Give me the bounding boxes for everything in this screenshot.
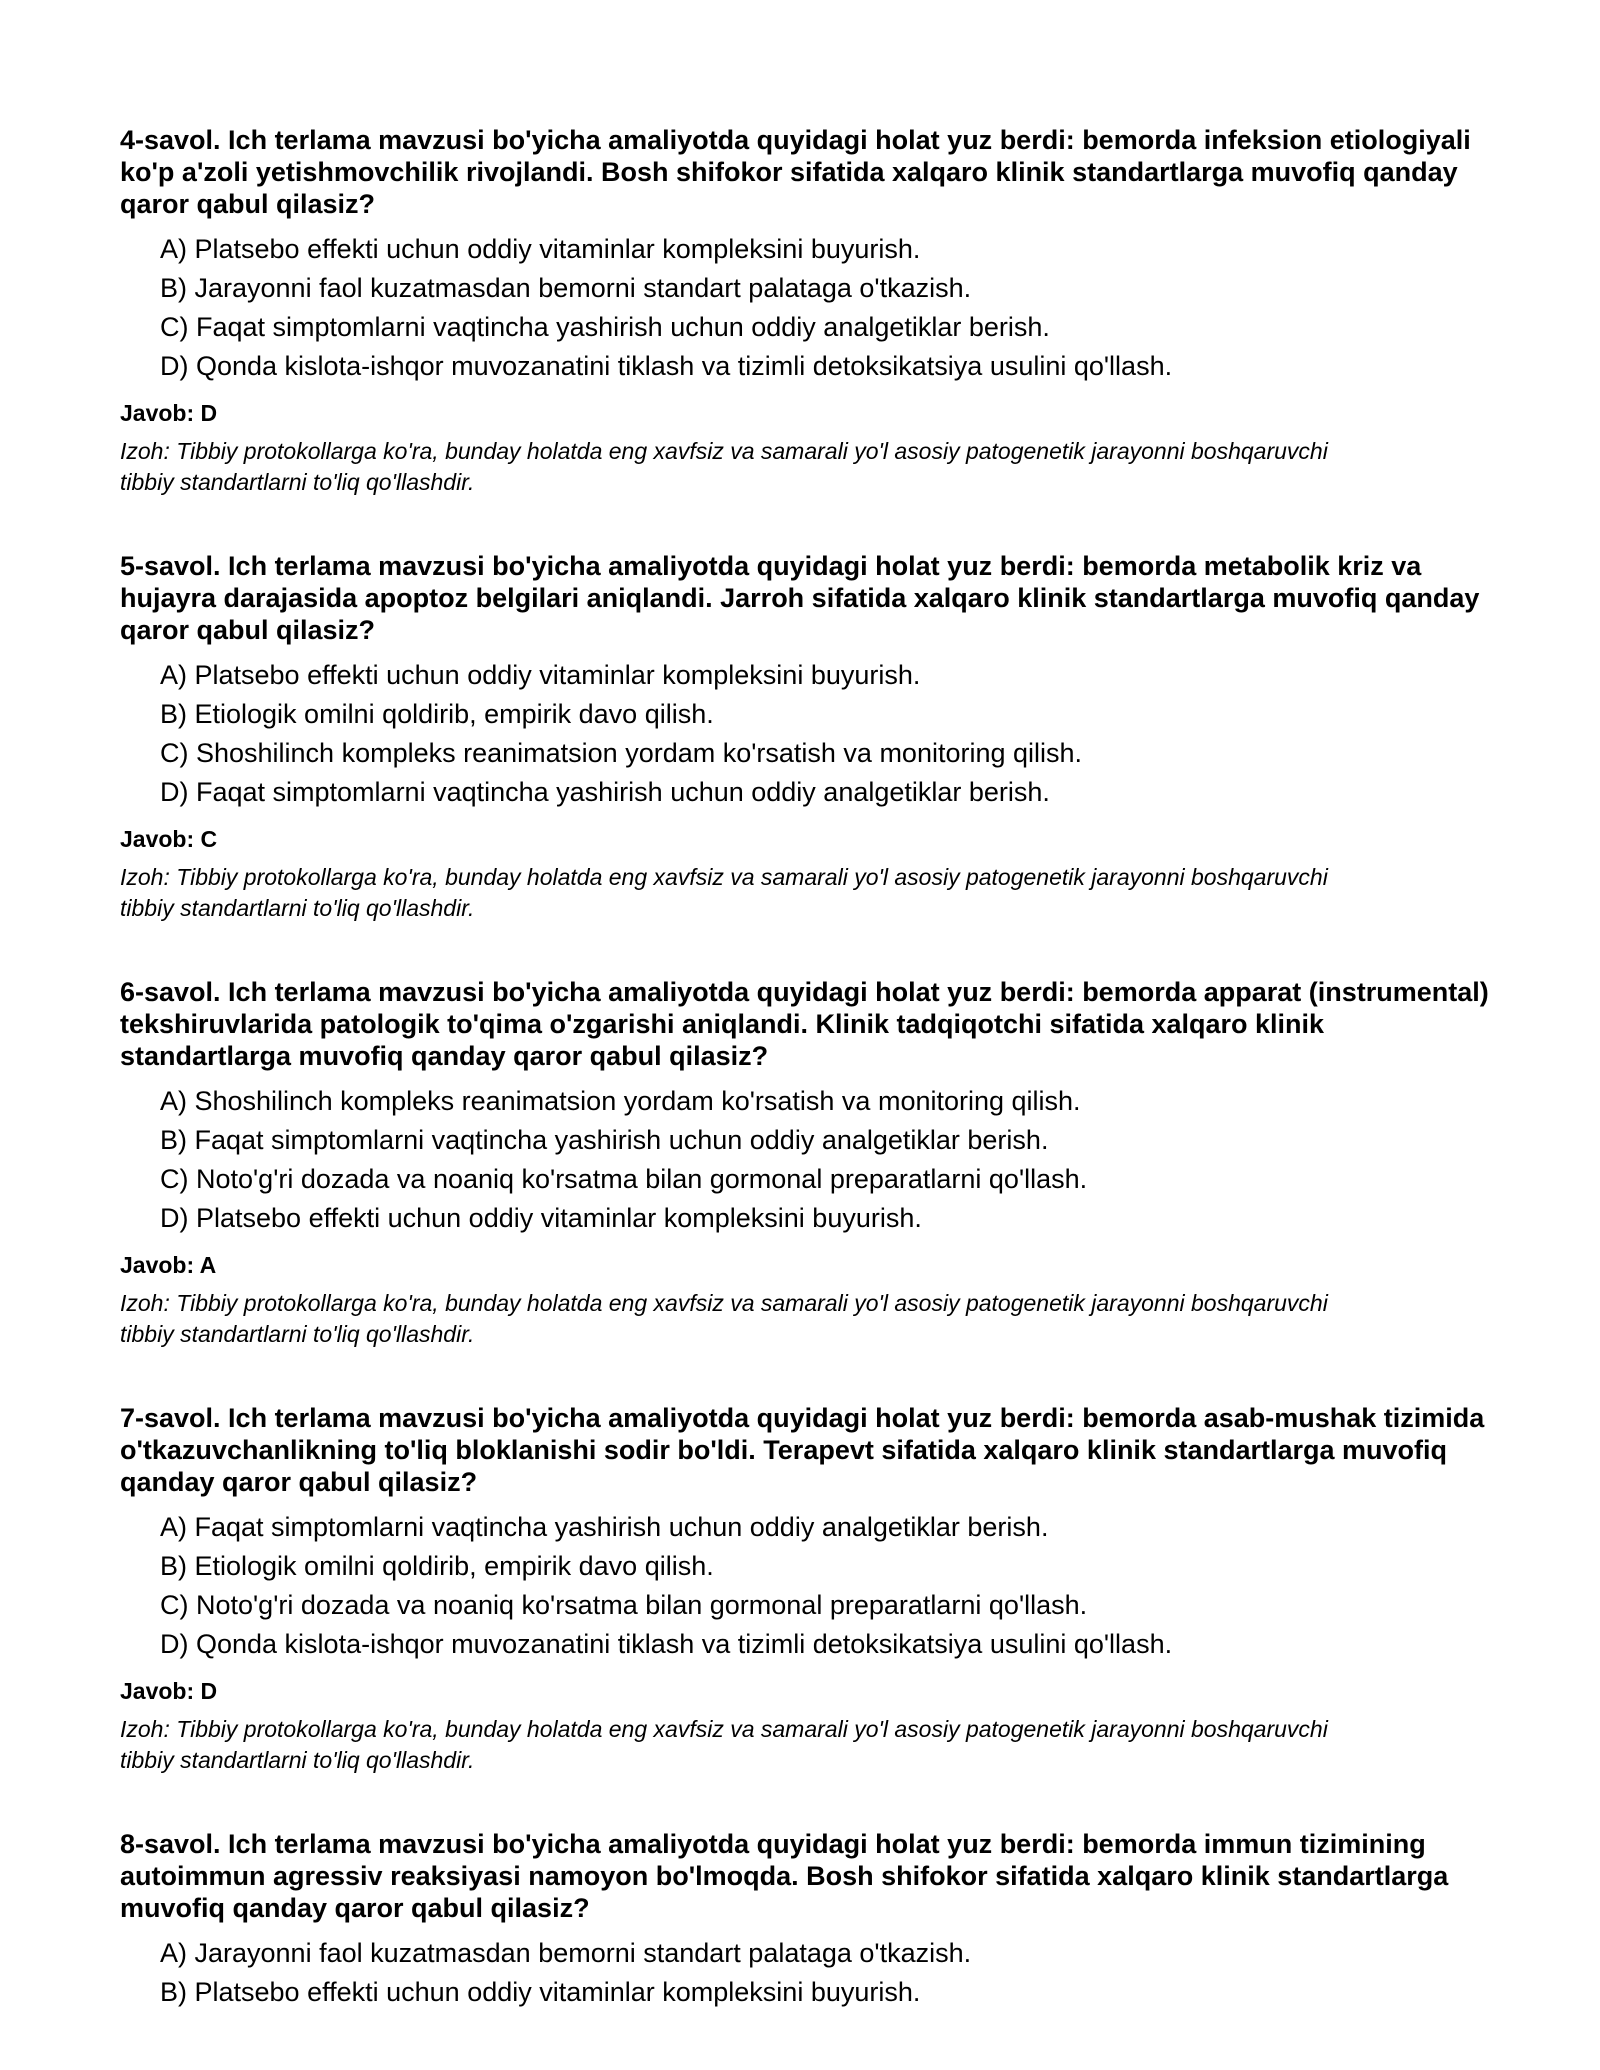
question-block xyxy=(120,550,1490,924)
option-list xyxy=(120,1508,1490,1664)
question-text: 7-savol. Ich terlama mavzusi bo'yicha amaliyotda quyidagi holat yuz berdi: bemorda asab-mushak tizimida o'tkazuvchanlikning to'liq bloklanishi sodir bo'ldi. Terapevt sifatida xalqaro klinik standartlarga muvofiq qanday qaror qabul qilasiz? xyxy=(120,1403,1485,1497)
option-list xyxy=(120,1934,1490,2012)
explanation-text: Izoh: Tibbiy protokollarga ko'ra, bunday holatda eng xavfsiz va samarali yo'l asosiy patogenetik jarayonni boshqaruvchi tibbiy standartlarni to'liq qo'llashdir. xyxy=(120,1716,1328,1773)
option-c: C) Shoshilinch kompleks reanimatsion yordam ko'rsatish va monitoring qilish. xyxy=(160,738,1083,768)
option-a: A) Shoshilinch kompleks reanimatsion yordam ko'rsatish va monitoring qilish. xyxy=(160,1086,1081,1116)
option-list xyxy=(120,656,1490,812)
option-c: C) Faqat simptomlarni vaqtincha yashirish uchun oddiy analgetiklar berish. xyxy=(160,312,1050,342)
option-a: A) Jarayonni faol kuzatmasdan bemorni standart palataga o'tkazish. xyxy=(160,1938,972,1968)
explanation-text: Izoh: Tibbiy protokollarga ko'ra, bunday holatda eng xavfsiz va samarali yo'l asosiy patogenetik jarayonni boshqaruvchi tibbiy standartlarni to'liq qo'llashdir. xyxy=(120,1290,1328,1347)
option-list xyxy=(120,1082,1490,1238)
option-b: B) Faqat simptomlarni vaqtincha yashirish uchun oddiy analgetiklar berish. xyxy=(160,1125,1049,1155)
option-c: C) Noto'g'ri dozada va noaniq ko'rsatma bilan gormonal preparatlarni qo'llash. xyxy=(160,1164,1088,1194)
question-block xyxy=(120,1402,1490,1776)
answer-label: Javob: D xyxy=(120,400,218,426)
option-b: B) Platsebo effekti uchun oddiy vitaminlar kompleksini buyurish. xyxy=(160,1977,921,2007)
question-block xyxy=(120,1828,1490,2012)
explanation-text: Izoh: Tibbiy protokollarga ko'ra, bunday holatda eng xavfsiz va samarali yo'l asosiy patogenetik jarayonni boshqaruvchi tibbiy standartlarni to'liq qo'llashdir. xyxy=(120,438,1328,495)
option-d: D) Qonda kislota-ishqor muvozanatini tiklash va tizimli detoksikatsiya usulini qo'llash. xyxy=(160,351,1173,381)
question-text: 5-savol. Ich terlama mavzusi bo'yicha amaliyotda quyidagi holat yuz berdi: bemorda metabolik kriz va hujayra darajasida apoptoz belgilari aniqlandi. Jarroh sifatida xalqaro klinik standartlarga muvofiq qanday qaror qabul qilasiz? xyxy=(120,551,1480,645)
option-a: A) Platsebo effekti uchun oddiy vitaminlar kompleksini buyurish. xyxy=(160,234,921,264)
option-c: C) Noto'g'ri dozada va noaniq ko'rsatma bilan gormonal preparatlarni qo'llash. xyxy=(160,1590,1088,1620)
answer-label: Javob: D xyxy=(120,1678,218,1704)
question-text: 4-savol. Ich terlama mavzusi bo'yicha amaliyotda quyidagi holat yuz berdi: bemorda infeksion etiologiyali ko'p a'zoli yetishmovchilik rivojlandi. Bosh shifokor sifatida xalqaro klinik standartlarga muvofiq qanday qaror qabul qilasiz? xyxy=(120,125,1471,219)
answer-label: Javob: C xyxy=(120,826,218,852)
option-b: B) Jarayonni faol kuzatmasdan bemorni standart palataga o'tkazish. xyxy=(160,273,972,303)
option-b: B) Etiologik omilni qoldirib, empirik davo qilish. xyxy=(160,1551,714,1581)
question-text: 6-savol. Ich terlama mavzusi bo'yicha amaliyotda quyidagi holat yuz berdi: bemorda apparat (instrumental) tekshiruvlarida patologik to'qima o'zgarishi aniqlandi. Klinik tadqiqotchi sifatida xalqaro klinik standartlarga muvofiq qanday qaror qabul qilasiz? xyxy=(120,977,1489,1071)
option-list xyxy=(120,230,1490,386)
option-a: A) Faqat simptomlarni vaqtincha yashirish uchun oddiy analgetiklar berish. xyxy=(160,1512,1049,1542)
question-text: 8-savol. Ich terlama mavzusi bo'yicha amaliyotda quyidagi holat yuz berdi: bemorda immun tizimining autoimmun agressiv reaksiyasi namoyon bo'lmoqda. Bosh shifokor sifatida xalqaro klinik standartlarga muvofiq qanday qaror qabul qilasiz? xyxy=(120,1829,1449,1923)
explanation-text: Izoh: Tibbiy protokollarga ko'ra, bunday holatda eng xavfsiz va samarali yo'l asosiy patogenetik jarayonni boshqaruvchi tibbiy standartlarni to'liq qo'llashdir. xyxy=(120,864,1328,921)
option-a: A) Platsebo effekti uchun oddiy vitaminlar kompleksini buyurish. xyxy=(160,660,921,690)
question-block xyxy=(120,124,1490,498)
document-page xyxy=(120,124,1490,2064)
question-block xyxy=(120,976,1490,1350)
option-d: D) Faqat simptomlarni vaqtincha yashirish uchun oddiy analgetiklar berish. xyxy=(160,777,1050,807)
option-d: D) Platsebo effekti uchun oddiy vitaminlar kompleksini buyurish. xyxy=(160,1203,922,1233)
answer-label: Javob: A xyxy=(120,1252,217,1278)
option-b: B) Etiologik omilni qoldirib, empirik davo qilish. xyxy=(160,699,714,729)
option-d: D) Qonda kislota-ishqor muvozanatini tiklash va tizimli detoksikatsiya usulini qo'llash. xyxy=(160,1629,1173,1659)
